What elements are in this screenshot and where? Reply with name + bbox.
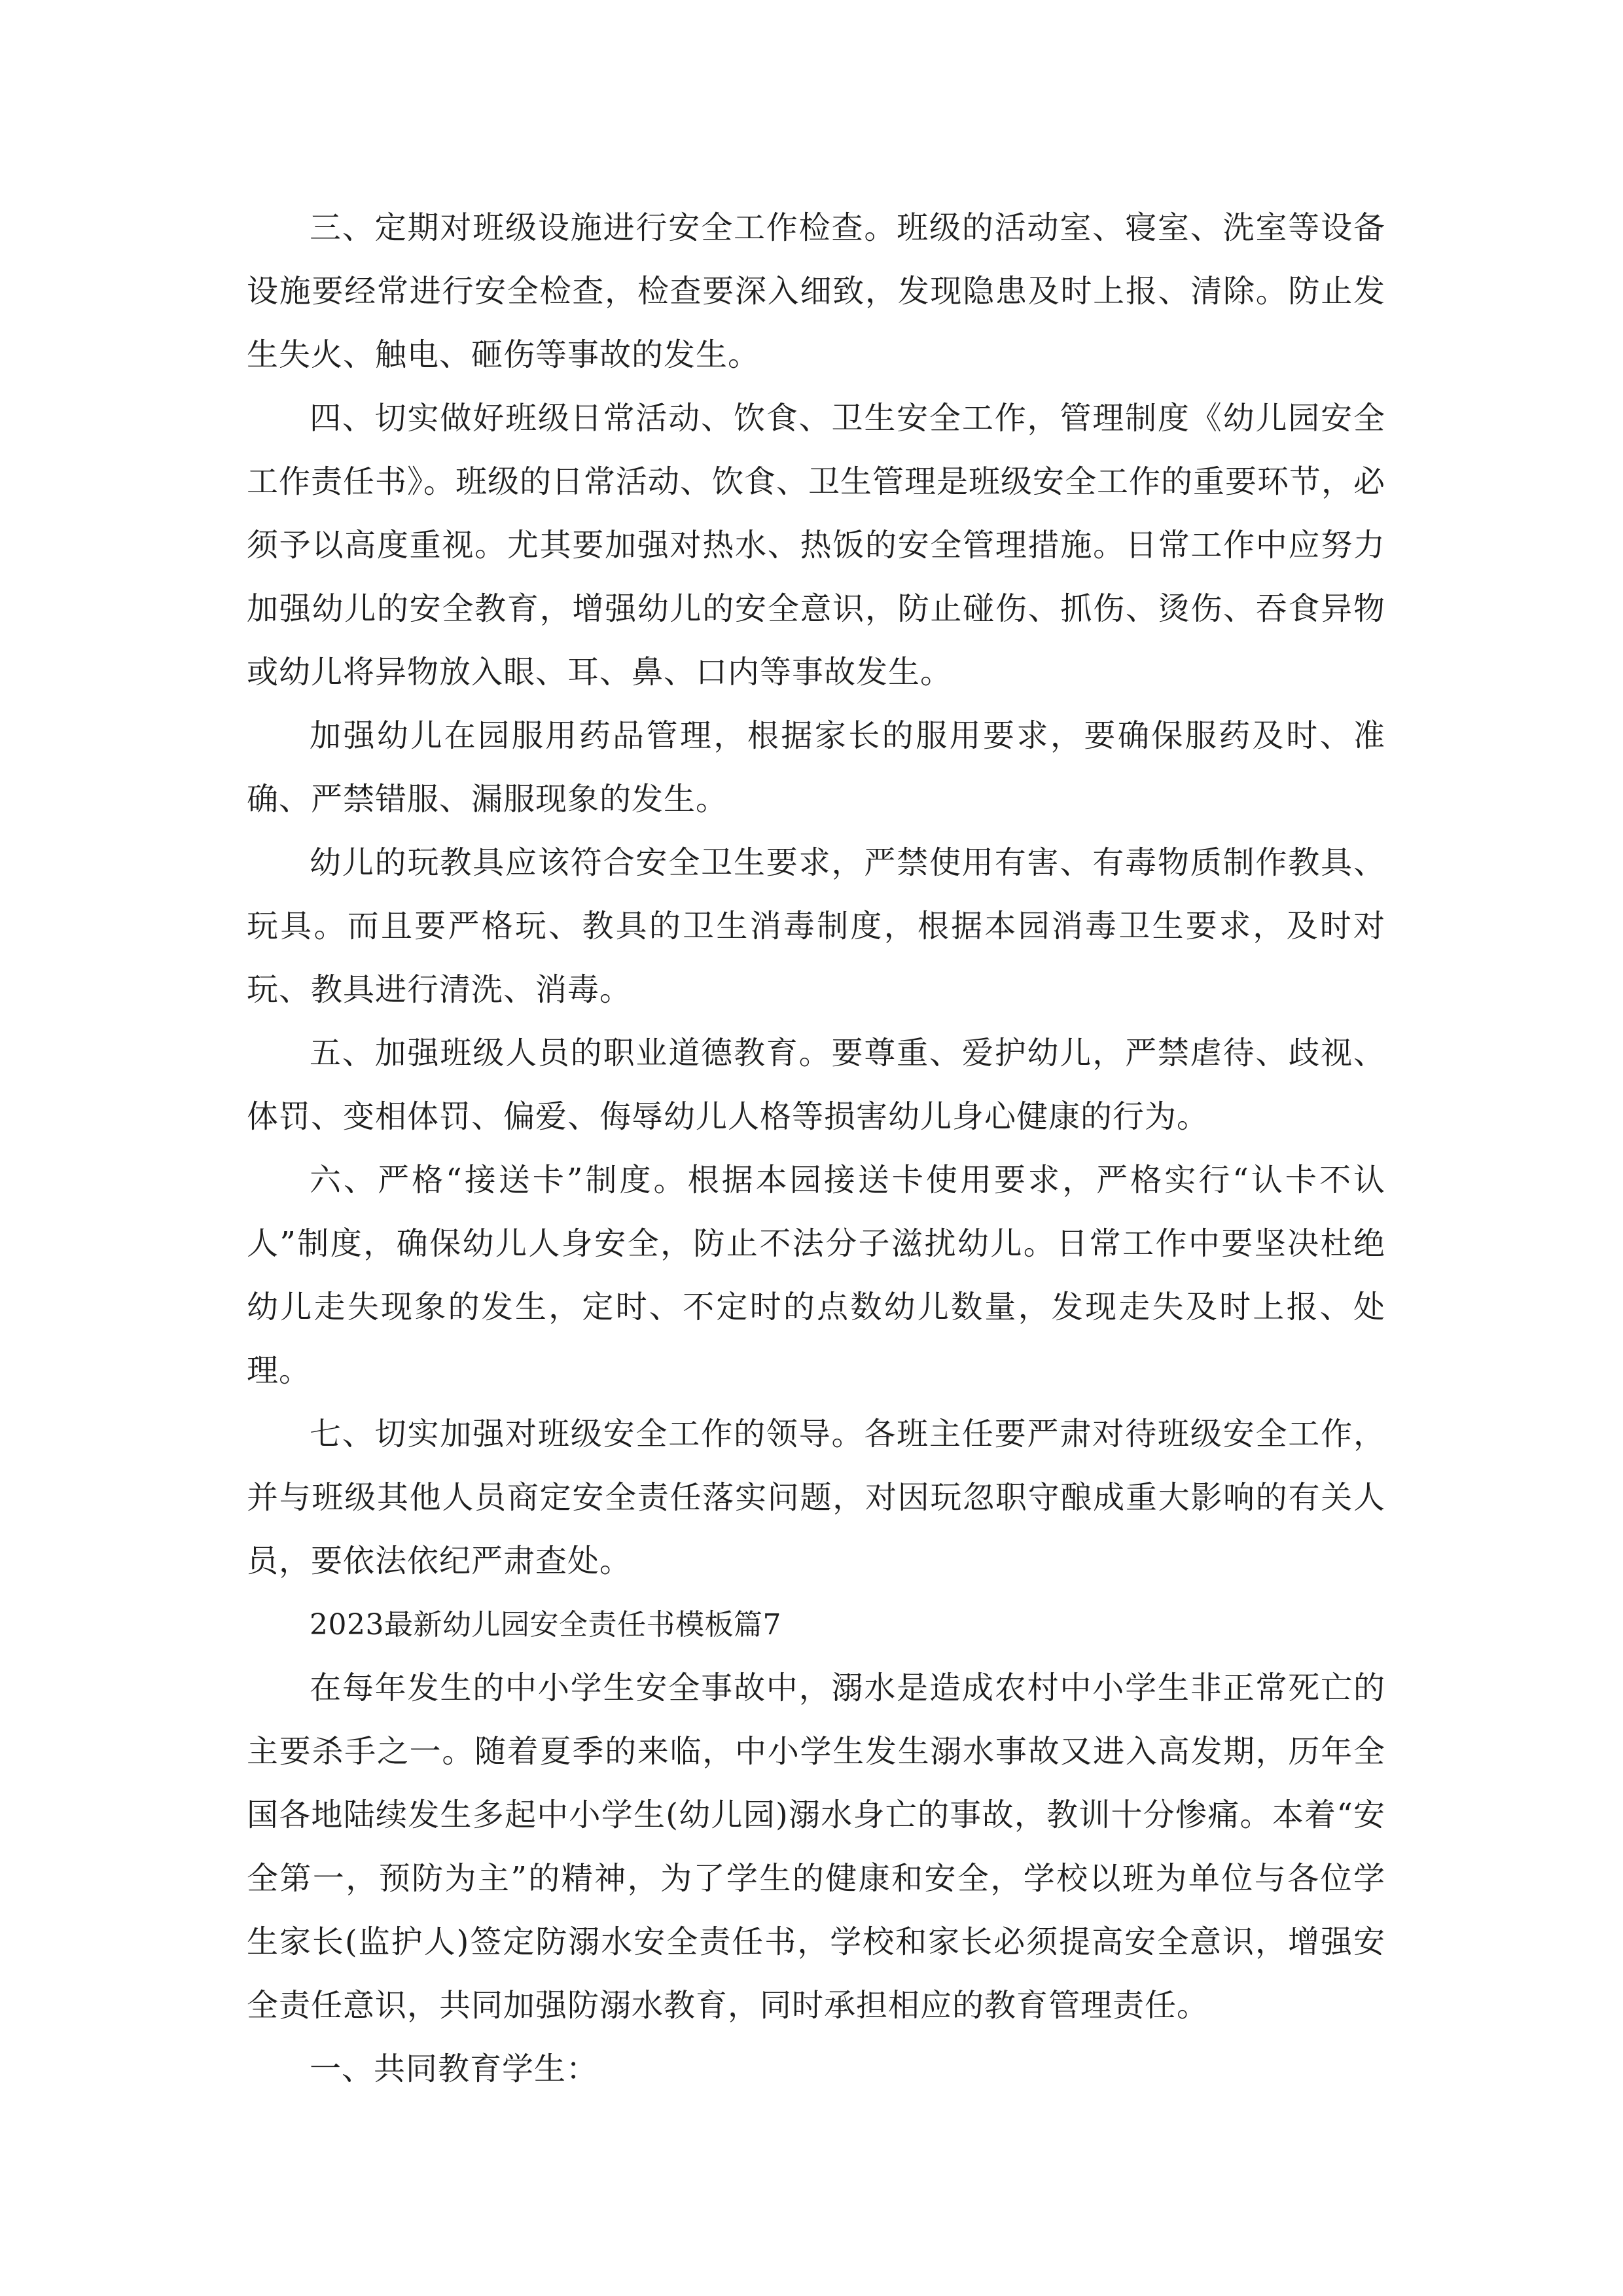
paragraph-item-1: 一、共同教育学生：	[310, 2051, 599, 2087]
paragraph-section-4: 四、切实做好班级日常活动、饮食、卫生安全工作，管理制度《幼儿园安全工作责任书》。班级的日常活动、饮食、卫生管理是班级安全工作的重要环节，必须予以高度重视。尤其要加强对热水、热饭的安全管理措施。日常工作中应努力加强幼儿的安全教育，增强幼儿的安全意识，防止碰伤、抓伤、烫伤、吞食异物或幼儿将异物放入眼、耳、鼻、口内等事故发生。	[247, 400, 1386, 691]
paragraph-section-6: 六、严格“接送卡”制度。根据本园接送卡使用要求，严格实行“认卡不认人”制度，确保幼儿人身安全，防止不法分子滋扰幼儿。日常工作中要坚决杜绝幼儿走失现象的发生，定时、不定时的点数幼儿数量，发现走失及时上报、处理。	[247, 1162, 1385, 1389]
paragraph-medicine: 加强幼儿在园服用药品管理，根据家长的服用要求，要确保服药及时、准确、严禁错服、漏服现象的发生。	[247, 717, 1385, 817]
paragraph-toys: 幼儿的玩教具应该符合安全卫生要求，严禁使用有害、有毒物质制作教具、玩具。而且要严格玩、教具的卫生消毒制度，根据本园消毒卫生要求，及时对玩、教具进行清洗、消毒。	[247, 844, 1385, 1008]
section-title: 2023最新幼儿园安全责任书模板篇7	[310, 1608, 781, 1641]
paragraph-section-5: 五、加强班级人员的职业道德教育。要尊重、爱护幼儿，严禁虐待、歧视、体罚、变相体罚、偏爱、侮辱幼儿人格等损害幼儿身心健康的行为。	[247, 1035, 1385, 1135]
paragraph-section-7: 七、切实加强对班级安全工作的领导。各班主任要严肃对待班级安全工作，并与班级其他人员商定安全责任落实问题，对因玩忽职守酿成重大影响的有关人员，要依法依纪严肃查处。	[247, 1416, 1385, 1579]
paragraph-section-3: 三、定期对班级设施进行安全工作检查。班级的活动室、寝室、洗室等设备设施要经常进行安全检查，检查要深入细致，发现隐患及时上报、清除。防止发生失火、触电、砸伤等事故的发生。	[247, 209, 1385, 373]
document-page	[247, 196, 1385, 2101]
paragraph-drowning-intro: 在每年发生的中小学生安全事故中，溺水是造成农村中小学生非正常死亡的主要杀手之一。随着夏季的来临，中小学生发生溺水事故又进入高发期，历年全国各地陆续发生多起中小学生(幼儿园)溺水身亡的事故，教训十分惨痛。本着“安全第一，预防为主”的精神，为了学生的健康和安全，学校以班为单位与各位学生家长(监护人)签定防溺水安全责任书，学校和家长必须提高安全意识，增强安全责任意识，共同加强防溺水教育，同时承担相应的教育管理责任。	[247, 1670, 1385, 2024]
